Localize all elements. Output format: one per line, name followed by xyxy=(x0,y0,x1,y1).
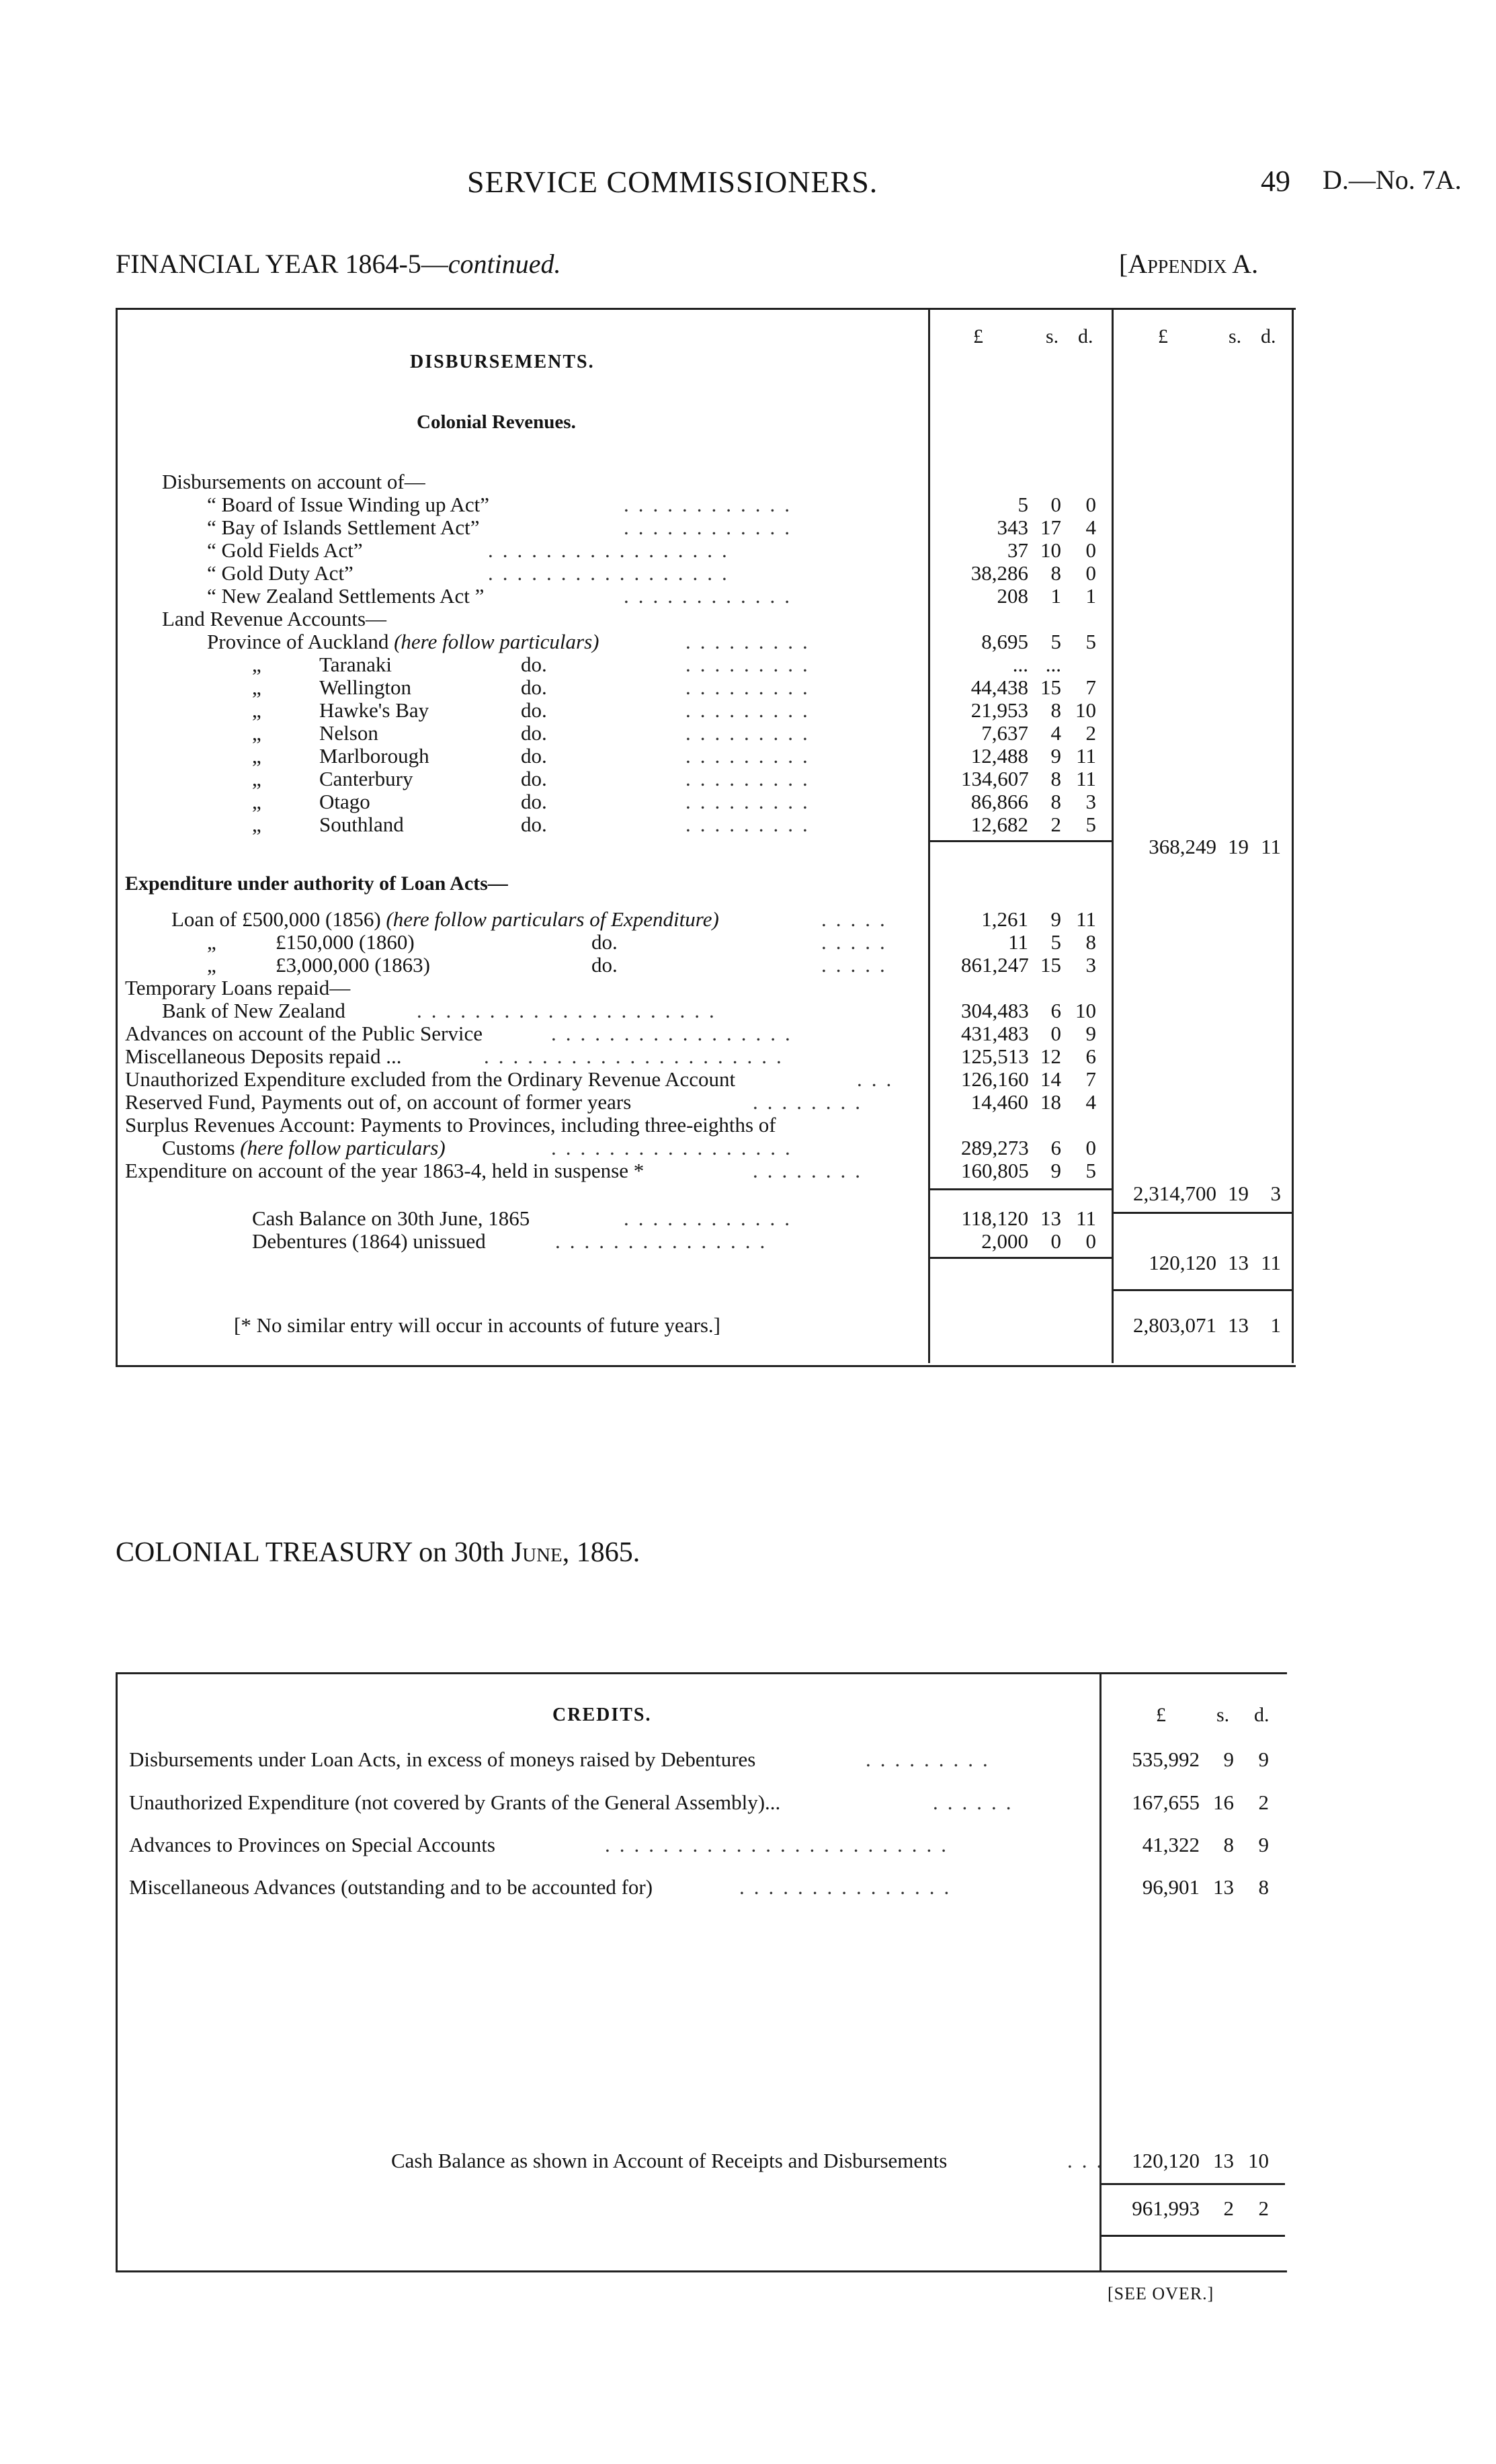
row-label: Disbursements on account of— xyxy=(162,470,425,493)
debentures-label: Debentures (1864) unissued xyxy=(252,1229,486,1253)
amount-shillings: 17 xyxy=(1040,516,1061,539)
row-label: Advances on account of the Public Service xyxy=(125,1022,483,1045)
amount-shillings: 8 xyxy=(1050,698,1061,722)
row-label-text: Loan of £500,000 (1856) xyxy=(171,907,381,931)
ditto-mark: „ xyxy=(252,653,261,676)
credit-pence: 9 xyxy=(1258,1748,1269,1771)
amount-shillings: ... xyxy=(1045,653,1061,676)
ditto-mark: „ xyxy=(252,767,261,790)
credit-cash-balance-label: Cash Balance as shown in Account of Receipts and Disbursements xyxy=(391,2149,948,2172)
row-label: Surplus Revenues Account: Payments to Provinces, including three-eighths of xyxy=(125,1113,776,1137)
subtotal-rule xyxy=(928,1188,1112,1190)
amount-pence: 0 xyxy=(1085,538,1096,562)
amount-pence: 2 xyxy=(1085,721,1096,745)
amount-pounds: 14,460 xyxy=(970,1090,1028,1114)
amount-pounds: 5 xyxy=(1017,493,1028,516)
ditto-text: do. xyxy=(521,744,547,768)
credit-shillings: 9 xyxy=(1223,1748,1234,1771)
subtotal-rule xyxy=(928,1257,1112,1259)
credit-pence: 9 xyxy=(1258,1833,1269,1856)
credit-label: Advances to Provinces on Special Accounts xyxy=(129,1833,495,1856)
row-label: Southland xyxy=(319,813,404,836)
row-label: Hawke's Bay xyxy=(319,698,429,722)
treasury-title-month: June xyxy=(511,1537,563,1568)
subtotal-rule xyxy=(928,840,1112,842)
amount-pence: 5 xyxy=(1085,813,1096,836)
credit-shillings: 13 xyxy=(1213,2149,1234,2172)
subtotal-pence: 11 xyxy=(1261,1251,1281,1274)
credit-label: Miscellaneous Advances (outstanding and to be accounted for) xyxy=(129,1875,653,1899)
credits-col-pound: £ xyxy=(1156,1704,1166,1726)
amount-shillings: 0 xyxy=(1050,1229,1061,1253)
credit-pounds: 41,322 xyxy=(1142,1833,1200,1856)
amount-pence: 8 xyxy=(1085,930,1096,954)
amount-pence: 11 xyxy=(1076,744,1096,768)
row-label: Canterbury xyxy=(319,767,413,790)
ditto-mark: „ xyxy=(252,813,261,836)
ditto-mark: „ xyxy=(252,744,261,768)
row-label-text: Customs xyxy=(162,1136,235,1159)
ditto-text: do. xyxy=(521,653,547,676)
ditto-text: do. xyxy=(521,698,547,722)
row-label: Unauthorized Expenditure excluded from the Ordinary Revenue Account xyxy=(125,1067,736,1091)
amount-pounds: 431,483 xyxy=(961,1022,1029,1045)
amount-pence: 0 xyxy=(1085,1136,1096,1159)
row-label xyxy=(207,630,599,654)
ditto-text: do. xyxy=(521,675,547,699)
amount-pounds: 38,286 xyxy=(970,561,1028,585)
column-divider xyxy=(1099,1672,1102,2272)
amount-pounds: 289,273 xyxy=(961,1136,1029,1159)
ditto-mark: „ xyxy=(207,953,216,977)
appendix-label: [Appendix A. xyxy=(1119,249,1259,279)
subtotal-pounds: 2,314,700 xyxy=(1133,1182,1216,1205)
amount-shillings: 14 xyxy=(1040,1067,1061,1091)
amount-shillings: 12 xyxy=(1040,1044,1061,1068)
credit-total-pence: 2 xyxy=(1258,2196,1269,2220)
total-rule xyxy=(1099,2235,1285,2237)
amount-pence: 10 xyxy=(1075,999,1096,1022)
row-label: “ Gold Fields Act” xyxy=(207,538,363,562)
grand-total-shillings: 13 xyxy=(1228,1313,1249,1337)
amount-pounds: 21,953 xyxy=(970,698,1028,722)
amount-pence: 0 xyxy=(1085,561,1096,585)
loan-acts-heading: Expenditure under authority of Loan Acts— xyxy=(125,872,508,895)
treasury-title-part2: , 1865. xyxy=(562,1537,640,1568)
amount-shillings: 5 xyxy=(1050,630,1061,653)
subtotal-shillings: 19 xyxy=(1228,835,1249,858)
row-label: Reserved Fund, Payments out of, on account of former years xyxy=(125,1090,632,1114)
amount-pounds: 8,695 xyxy=(981,630,1028,653)
amount-shillings: 1 xyxy=(1050,584,1061,608)
column-divider xyxy=(928,308,930,1363)
credit-pounds: 120,120 xyxy=(1132,2149,1200,2172)
amount-shillings: 10 xyxy=(1040,538,1061,562)
amount-shillings: 8 xyxy=(1050,561,1061,585)
row-label: “ Gold Duty Act” xyxy=(207,561,354,585)
col-pound-header: £ xyxy=(973,325,983,347)
subtotal-rule xyxy=(1112,1212,1293,1214)
credits-col-pence: d. xyxy=(1254,1704,1270,1726)
ditto-text: do. xyxy=(521,790,547,813)
total-rule xyxy=(1099,2183,1285,2185)
row-label: Marlborough xyxy=(319,744,429,768)
ditto-mark: „ xyxy=(252,721,261,745)
amount-pounds: 134,607 xyxy=(961,767,1029,790)
amount-shillings: 6 xyxy=(1050,999,1061,1022)
ditto-mark: „ xyxy=(252,790,261,813)
col-shilling-header-2: s. xyxy=(1229,325,1242,347)
amount-pounds: 11 xyxy=(1008,930,1028,954)
row-label: Otago xyxy=(319,790,370,813)
subtotal-pence: 11 xyxy=(1261,835,1281,858)
col-pence-header-2: d. xyxy=(1261,325,1276,347)
amount-shillings: 13 xyxy=(1040,1206,1061,1230)
amount-shillings: 0 xyxy=(1050,1022,1061,1045)
amount-shillings: 6 xyxy=(1050,1136,1061,1159)
treasury-title xyxy=(116,1536,640,1569)
disbursements-heading: DISBURSEMENTS. xyxy=(410,352,595,372)
row-label: Miscellaneous Deposits repaid ... xyxy=(125,1044,402,1068)
credit-pounds: 535,992 xyxy=(1132,1748,1200,1771)
row-label: Nelson xyxy=(319,721,378,745)
credit-pounds: 167,655 xyxy=(1132,1791,1200,1814)
row-note: (here follow particulars of Expenditure) xyxy=(386,907,719,931)
amount-pence: 11 xyxy=(1076,767,1096,790)
amount-pounds: 118,120 xyxy=(961,1206,1028,1230)
column-divider xyxy=(1292,308,1294,1363)
amount-pence: 7 xyxy=(1085,1067,1096,1091)
amount-pence: 3 xyxy=(1085,790,1096,813)
row-label: “ Bay of Islands Settlement Act” xyxy=(207,516,480,539)
credit-total-pounds: 961,993 xyxy=(1132,2196,1200,2220)
ditto-text: do. xyxy=(591,930,618,954)
amount-pounds: 12,488 xyxy=(970,744,1028,768)
ditto-text: do. xyxy=(591,953,618,977)
amount-shillings: 18 xyxy=(1040,1090,1061,1114)
subtotal-shillings: 13 xyxy=(1228,1251,1249,1274)
credit-pounds: 96,901 xyxy=(1142,1875,1200,1899)
amount-pence: 5 xyxy=(1085,630,1096,653)
amount-shillings: 15 xyxy=(1040,675,1061,699)
ditto-text: do. xyxy=(521,813,547,836)
row-label xyxy=(171,907,719,932)
row-label: Wellington xyxy=(319,675,411,699)
row-label-text: Province of Auckland xyxy=(207,630,389,653)
grand-total-pounds: 2,803,071 xyxy=(1133,1313,1216,1337)
amount-pence: 7 xyxy=(1085,675,1096,699)
amount-pounds: 208 xyxy=(997,584,1028,608)
row-label: Land Revenue Accounts— xyxy=(162,607,387,630)
subtotal-pence: 3 xyxy=(1270,1182,1281,1205)
amount-pence: 1 xyxy=(1085,584,1096,608)
cash-balance-label: Cash Balance on 30th June, 1865 xyxy=(252,1206,530,1230)
amount-pence: 9 xyxy=(1085,1022,1096,1045)
row-label xyxy=(162,1136,446,1160)
continued-label: continued. xyxy=(448,249,561,279)
row-label: “ New Zealand Settlements Act ” xyxy=(207,584,485,608)
financial-year-label: FINANCIAL YEAR 1864-5— xyxy=(116,249,448,279)
amount-shillings: 8 xyxy=(1050,767,1061,790)
credit-shillings: 8 xyxy=(1223,1833,1234,1856)
row-label: Temporary Loans repaid— xyxy=(125,976,351,999)
amount-pence: 4 xyxy=(1085,516,1096,539)
amount-pence: 11 xyxy=(1076,907,1096,931)
amount-shillings: 9 xyxy=(1050,907,1061,931)
amount-shillings: 0 xyxy=(1050,493,1061,516)
row-label: Bank of New Zealand xyxy=(162,999,345,1022)
amount-pence: 11 xyxy=(1076,1206,1096,1230)
credit-total-shillings: 2 xyxy=(1223,2196,1234,2220)
row-note: (here follow particulars) xyxy=(394,630,599,653)
amount-pounds: 44,438 xyxy=(970,675,1028,699)
row-label: £150,000 (1860) xyxy=(276,930,415,954)
total-rule xyxy=(1112,1289,1293,1291)
ditto-text: do. xyxy=(521,721,547,745)
amount-pounds: 125,513 xyxy=(961,1044,1029,1068)
row-note: (here follow particulars) xyxy=(240,1136,446,1159)
amount-pence: 0 xyxy=(1085,493,1096,516)
amount-shillings: 15 xyxy=(1040,953,1061,977)
credit-pence: 2 xyxy=(1258,1791,1269,1814)
see-over-label: [SEE OVER.] xyxy=(1108,2284,1214,2303)
credits-heading: CREDITS. xyxy=(552,1705,652,1725)
amount-pence: 5 xyxy=(1085,1159,1096,1182)
amount-pence: 0 xyxy=(1085,1229,1096,1253)
ditto-mark: „ xyxy=(207,930,216,954)
credit-pence: 10 xyxy=(1248,2149,1269,2172)
footnote: [* No similar entry will occur in accounts of future years.] xyxy=(234,1313,720,1337)
amount-pounds: 2,000 xyxy=(981,1229,1028,1253)
credit-label: Unauthorized Expenditure (not covered by Grants of the General Assembly)... xyxy=(129,1791,781,1814)
amount-pounds: 861,247 xyxy=(961,953,1029,977)
credit-shillings: 16 xyxy=(1213,1791,1234,1814)
ditto-mark: „ xyxy=(252,675,261,699)
amount-shillings: 4 xyxy=(1050,721,1061,745)
ditto-text: do. xyxy=(521,767,547,790)
amount-pounds: 86,866 xyxy=(970,790,1028,813)
ditto-mark: „ xyxy=(252,698,261,722)
amount-pounds: 126,160 xyxy=(961,1067,1029,1091)
amount-pounds: 343 xyxy=(997,516,1028,539)
amount-pence: 6 xyxy=(1085,1044,1096,1068)
amount-pounds: 304,483 xyxy=(961,999,1029,1022)
credits-col-shilling: s. xyxy=(1216,1704,1230,1726)
col-pence-header: d. xyxy=(1078,325,1093,347)
colonial-revenues-heading: Colonial Revenues. xyxy=(417,411,576,433)
amount-shillings: 2 xyxy=(1050,813,1061,836)
amount-pounds: ... xyxy=(1012,653,1028,676)
col-pound-header-2: £ xyxy=(1158,325,1168,347)
amount-pence: 3 xyxy=(1085,953,1096,977)
credit-label: Disbursements under Loan Acts, in excess of moneys raised by Debentures xyxy=(129,1748,756,1771)
amount-pounds: 1,261 xyxy=(981,907,1028,931)
amount-pounds: 160,805 xyxy=(961,1159,1029,1182)
amount-shillings: 9 xyxy=(1050,1159,1061,1182)
treasury-title-part1: COLONIAL TREASURY on 30th xyxy=(116,1537,505,1568)
row-label: Expenditure on account of the year 1863-4, held in suspense * xyxy=(125,1159,645,1182)
row-label: “ Board of Issue Winding up Act” xyxy=(207,493,490,516)
amount-pence: 10 xyxy=(1075,698,1096,722)
amount-shillings: 5 xyxy=(1050,930,1061,954)
amount-shillings: 8 xyxy=(1050,790,1061,813)
amount-shillings: 9 xyxy=(1050,744,1061,768)
subtotal-shillings: 19 xyxy=(1228,1182,1249,1205)
subtotal-pounds: 120,120 xyxy=(1149,1251,1216,1274)
subtotal-pounds: 368,249 xyxy=(1149,835,1216,858)
credit-pence: 8 xyxy=(1258,1875,1269,1899)
col-shilling-header: s. xyxy=(1046,325,1059,347)
credit-shillings: 13 xyxy=(1213,1875,1234,1899)
row-label: £3,000,000 (1863) xyxy=(276,953,430,977)
amount-pence: 4 xyxy=(1085,1090,1096,1114)
amount-pounds: 37 xyxy=(1007,538,1028,562)
financial-year-heading xyxy=(116,248,561,280)
document-reference: D.—No. 7A. xyxy=(1323,165,1462,195)
grand-total-pence: 1 xyxy=(1270,1313,1281,1337)
amount-pounds: 12,682 xyxy=(970,813,1028,836)
amount-pounds: 7,637 xyxy=(981,721,1028,745)
page-number: 49 xyxy=(1261,165,1290,198)
running-title: SERVICE COMMISSIONERS. xyxy=(467,165,878,199)
row-label: Taranaki xyxy=(319,653,392,676)
